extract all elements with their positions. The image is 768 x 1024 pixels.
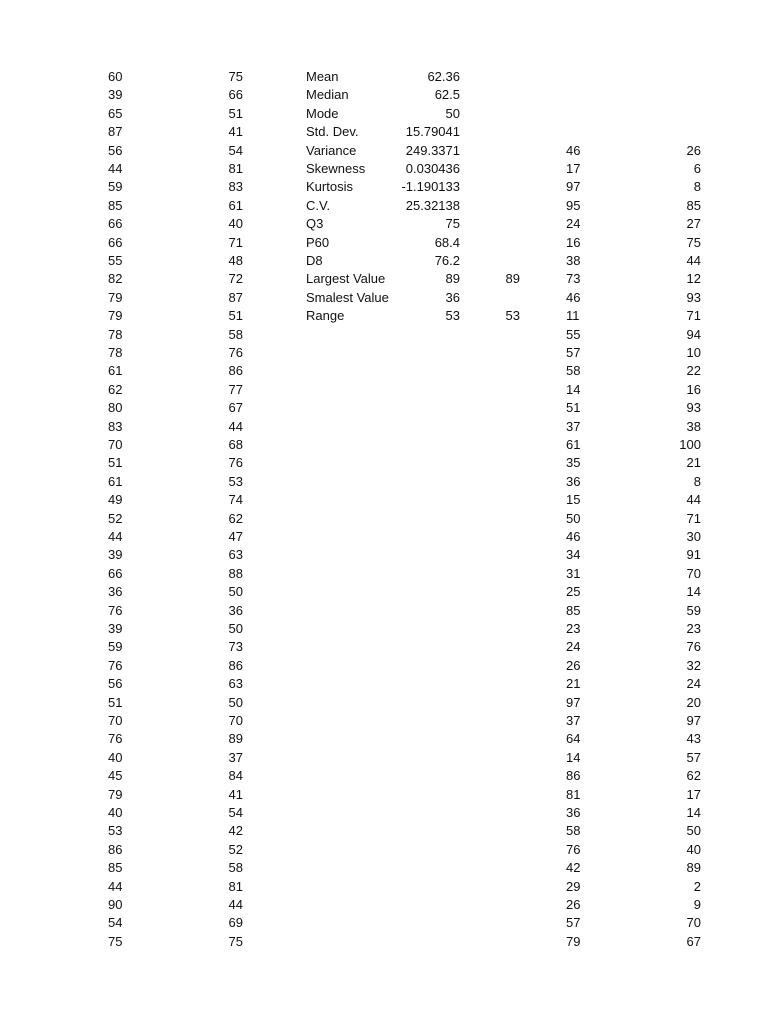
cell-col-a: 70 — [108, 713, 123, 728]
cell-col-a: 59 — [108, 639, 123, 655]
cell-col-b: 81 — [228, 878, 243, 894]
cell-col-b: 58 — [228, 860, 243, 876]
cell-col-a: 78 — [108, 326, 123, 342]
cell-col-f: 44 — [686, 253, 701, 268]
cell-col-e: 31 — [566, 565, 581, 581]
cell-col-a: 82 — [108, 271, 123, 287]
cell-col-e: 37 — [566, 713, 581, 728]
cell-col-a: 85 — [108, 197, 123, 213]
cell-col-e: 11 — [566, 308, 580, 324]
cell-col-e: 23 — [566, 621, 581, 636]
cell-col-a: 53 — [108, 823, 123, 839]
cell-col-b: 41 — [228, 786, 243, 802]
cell-col-b: 88 — [228, 565, 243, 581]
cell-col-a: 52 — [108, 510, 123, 526]
cell-col-b: 41 — [228, 124, 243, 140]
cell-col-e: 26 — [566, 657, 581, 673]
cell-col-e: 81 — [566, 786, 581, 802]
cell-col-e: 24 — [566, 639, 581, 655]
cell-col-a: 51 — [108, 455, 123, 471]
cell-col-a: 39 — [108, 547, 123, 563]
cell-col-f: 62 — [686, 768, 701, 784]
cell-col-b: 62 — [228, 510, 243, 526]
cell-col-b: 54 — [228, 142, 243, 158]
cell-col-a: 56 — [108, 676, 123, 692]
cell-col-b: 52 — [228, 841, 243, 857]
cell-col-a: 55 — [108, 253, 123, 268]
cell-col-a: 85 — [108, 860, 123, 876]
cell-col-f: 32 — [686, 657, 701, 673]
cell-col-b: 58 — [228, 326, 243, 342]
cell-col-f: 26 — [686, 142, 701, 158]
cell-col-f: 70 — [686, 565, 701, 581]
stat-label: D8 — [306, 253, 323, 268]
cell-col-f: 8 — [693, 473, 701, 489]
stat-value: 25.32138 — [405, 197, 460, 213]
cell-col-b: 50 — [228, 694, 243, 710]
cell-col-b: 89 — [228, 731, 243, 747]
stat-value: 89 — [445, 271, 460, 287]
cell-col-e: 21 — [566, 676, 581, 692]
cell-col-f: 17 — [686, 786, 701, 802]
cell-col-e: 61 — [566, 437, 581, 452]
cell-col-e: 46 — [566, 289, 581, 305]
cell-col-a: 51 — [108, 694, 123, 710]
cell-col-f: 59 — [686, 602, 701, 618]
cell-col-a: 39 — [108, 621, 123, 636]
cell-col-b: 74 — [228, 492, 243, 508]
cell-col-b: 47 — [228, 529, 243, 544]
cell-col-a: 56 — [108, 142, 123, 158]
cell-col-f: 24 — [686, 676, 701, 692]
cell-col-f: 94 — [686, 326, 701, 342]
cell-col-b: 50 — [228, 584, 243, 600]
cell-col-a: 44 — [108, 161, 123, 176]
cell-col-f: 76 — [686, 639, 701, 655]
cell-col-b: 70 — [228, 713, 243, 728]
cell-col-a: 45 — [108, 768, 123, 784]
cell-col-f: 75 — [686, 234, 701, 250]
cell-col-f: 97 — [686, 713, 701, 728]
cell-col-f: 12 — [686, 271, 701, 287]
cell-col-f: 38 — [686, 418, 701, 434]
cell-col-b: 71 — [228, 234, 243, 250]
cell-col-b: 67 — [228, 400, 243, 416]
cell-col-b: 69 — [228, 915, 243, 931]
cell-col-e: 46 — [566, 142, 581, 158]
cell-col-e: 86 — [566, 768, 581, 784]
cell-col-f: 9 — [693, 897, 701, 912]
cell-col-e: 25 — [566, 584, 581, 600]
cell-col-a: 76 — [108, 602, 123, 618]
cell-col-e: 24 — [566, 216, 581, 232]
cell-col-f: 23 — [686, 621, 701, 636]
cell-col-f: 20 — [686, 694, 701, 710]
cell-col-a: 70 — [108, 437, 123, 452]
stat-value: 249.3371 — [405, 142, 460, 158]
cell-col-e: 76 — [566, 841, 581, 857]
cell-col-a: 62 — [108, 381, 123, 397]
cell-col-f: 16 — [686, 381, 701, 397]
cell-col-a: 40 — [108, 749, 123, 765]
cell-col-e: 37 — [566, 418, 581, 434]
cell-col-f: 14 — [686, 805, 701, 820]
cell-col-a: 44 — [108, 878, 123, 894]
cell-col-b: 44 — [228, 897, 243, 912]
cell-col-f: 89 — [686, 860, 701, 876]
cell-col-b: 75 — [228, 933, 243, 949]
cell-col-f: 22 — [686, 363, 701, 379]
cell-col-a: 54 — [108, 915, 123, 931]
cell-col-f: 85 — [686, 197, 701, 213]
cell-col-f: 43 — [686, 731, 701, 747]
stat-value: 50 — [445, 105, 460, 121]
cell-col-b: 76 — [228, 455, 243, 471]
cell-col-f: 21 — [686, 455, 701, 471]
cell-col-b: 40 — [228, 216, 243, 232]
cell-col-a: 44 — [108, 529, 123, 544]
cell-col-b: 44 — [228, 418, 243, 434]
cell-col-e: 79 — [566, 933, 581, 949]
cell-col-a: 90 — [108, 897, 123, 912]
cell-col-a: 39 — [108, 87, 123, 103]
stat-extra: 53 — [505, 308, 520, 324]
stat-value: 68.4 — [434, 234, 460, 250]
cell-col-f: 44 — [686, 492, 701, 508]
cell-col-f: 93 — [686, 289, 701, 305]
cell-col-a: 80 — [108, 400, 123, 416]
cell-col-e: 26 — [566, 897, 581, 912]
cell-col-a: 66 — [108, 234, 123, 250]
cell-col-b: 51 — [228, 308, 243, 324]
stat-extra: 89 — [505, 271, 520, 287]
cell-col-e: 57 — [566, 915, 581, 931]
cell-col-f: 30 — [686, 529, 701, 544]
cell-col-b: 36 — [228, 602, 243, 618]
cell-col-b: 68 — [228, 437, 243, 452]
stat-value: 76.2 — [434, 253, 460, 268]
cell-col-b: 76 — [228, 345, 243, 360]
cell-col-b: 83 — [228, 179, 243, 195]
cell-col-b: 48 — [228, 253, 243, 268]
cell-col-f: 10 — [686, 345, 701, 360]
cell-col-a: 49 — [108, 492, 123, 508]
cell-col-e: 15 — [566, 492, 581, 508]
stat-label: P60 — [306, 234, 330, 250]
cell-col-e: 97 — [566, 179, 581, 195]
cell-col-a: 87 — [108, 124, 123, 140]
cell-col-b: 75 — [228, 69, 243, 84]
stat-value: 75 — [445, 216, 460, 232]
cell-col-f: 71 — [686, 308, 701, 324]
cell-col-e: 35 — [566, 455, 581, 471]
stat-label: Range — [306, 308, 345, 324]
cell-col-f: 93 — [686, 400, 701, 416]
cell-col-b: 66 — [228, 87, 243, 103]
cell-col-a: 86 — [108, 841, 123, 857]
cell-col-a: 40 — [108, 805, 123, 820]
cell-col-f: 8 — [693, 179, 701, 195]
cell-col-f: 71 — [686, 510, 701, 526]
cell-col-a: 59 — [108, 179, 123, 195]
cell-col-b: 81 — [228, 161, 243, 176]
cell-col-e: 16 — [566, 234, 581, 250]
cell-col-e: 29 — [566, 878, 581, 894]
cell-col-e: 58 — [566, 363, 581, 379]
cell-col-a: 36 — [108, 584, 123, 600]
cell-col-e: 34 — [566, 547, 581, 563]
cell-col-f: 27 — [686, 216, 701, 232]
stat-value: 0.030436 — [405, 161, 460, 176]
cell-col-f: 91 — [686, 547, 701, 563]
cell-col-b: 86 — [228, 657, 243, 673]
cell-col-f: 57 — [686, 749, 701, 765]
cell-col-b: 53 — [228, 473, 243, 489]
cell-col-a: 79 — [108, 786, 123, 802]
stat-value: 15.79041 — [405, 124, 460, 140]
cell-col-b: 86 — [228, 363, 243, 379]
cell-col-a: 60 — [108, 69, 123, 84]
cell-col-b: 54 — [228, 805, 243, 820]
cell-col-a: 83 — [108, 418, 123, 434]
cell-col-a: 75 — [108, 933, 123, 949]
stat-value: 53 — [445, 308, 460, 324]
stat-label: Variance — [306, 142, 357, 158]
cell-col-b: 84 — [228, 768, 243, 784]
stat-label: Q3 — [306, 216, 324, 232]
cell-col-e: 46 — [566, 529, 581, 544]
cell-col-b: 51 — [228, 105, 243, 121]
cell-col-e: 64 — [566, 731, 581, 747]
cell-col-a: 66 — [108, 216, 123, 232]
cell-col-a: 61 — [108, 363, 123, 379]
cell-col-e: 38 — [566, 253, 581, 268]
cell-col-b: 72 — [228, 271, 243, 287]
cell-col-f: 6 — [693, 161, 701, 176]
stat-label: Kurtosis — [306, 179, 353, 195]
stat-value: 36 — [445, 289, 460, 305]
stat-label: Median — [306, 87, 349, 103]
cell-col-e: 55 — [566, 326, 581, 342]
cell-col-e: 58 — [566, 823, 581, 839]
stat-label: Smalest Value — [306, 289, 389, 305]
cell-col-b: 73 — [228, 639, 243, 655]
cell-col-e: 17 — [566, 161, 581, 176]
cell-col-a: 79 — [108, 308, 123, 324]
cell-col-b: 50 — [228, 621, 243, 636]
stat-label: C.V. — [306, 197, 331, 213]
cell-col-b: 87 — [228, 289, 243, 305]
cell-col-f: 70 — [686, 915, 701, 931]
cell-col-e: 73 — [566, 271, 581, 287]
cell-col-e: 36 — [566, 473, 581, 489]
cell-col-b: 77 — [228, 381, 243, 397]
stat-value: 62.36 — [427, 69, 460, 84]
cell-col-f: 100 — [679, 437, 701, 452]
cell-col-b: 63 — [228, 676, 243, 692]
stat-label: Largest Value — [306, 271, 386, 287]
cell-col-e: 14 — [566, 381, 581, 397]
cell-col-e: 42 — [566, 860, 581, 876]
cell-col-e: 57 — [566, 345, 581, 360]
cell-col-e: 50 — [566, 510, 581, 526]
cell-col-b: 42 — [228, 823, 243, 839]
cell-col-b: 63 — [228, 547, 243, 563]
cell-col-f: 50 — [686, 823, 701, 839]
cell-col-a: 79 — [108, 289, 123, 305]
cell-col-e: 14 — [566, 749, 581, 765]
cell-col-f: 2 — [693, 878, 701, 894]
cell-col-e: 36 — [566, 805, 581, 820]
cell-col-e: 85 — [566, 602, 581, 618]
cell-col-a: 76 — [108, 731, 123, 747]
stat-label: Mode — [306, 105, 339, 121]
stat-value: -1.190133 — [401, 179, 460, 195]
cell-col-a: 61 — [108, 473, 123, 489]
stat-label: Mean — [306, 69, 339, 84]
cell-col-e: 95 — [566, 197, 581, 213]
cell-col-f: 67 — [686, 933, 701, 949]
stat-label: Std. Dev. — [306, 124, 359, 140]
cell-col-b: 61 — [228, 197, 243, 213]
cell-col-a: 76 — [108, 657, 123, 673]
cell-col-f: 40 — [686, 841, 701, 857]
cell-col-b: 37 — [228, 749, 243, 765]
stat-label: Skewness — [306, 161, 366, 176]
cell-col-e: 97 — [566, 694, 581, 710]
cell-col-a: 78 — [108, 345, 123, 360]
cell-col-a: 65 — [108, 105, 123, 121]
cell-col-e: 51 — [566, 400, 581, 416]
stat-value: 62.5 — [434, 87, 460, 103]
cell-col-a: 66 — [108, 565, 123, 581]
cell-col-f: 14 — [686, 584, 701, 600]
